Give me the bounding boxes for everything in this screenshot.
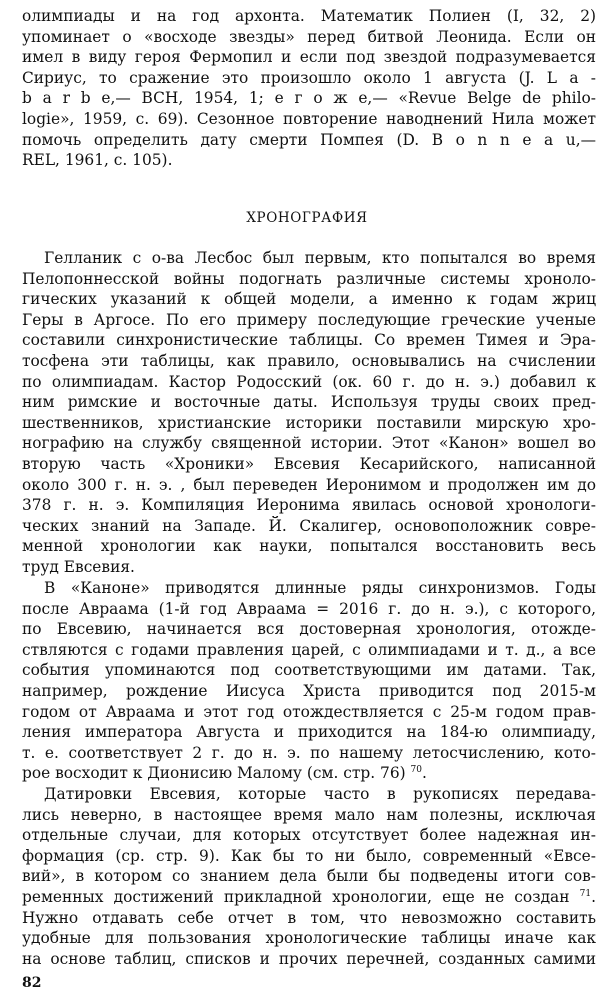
- text-line: В «Каноне» приводятся длинные ряды синхронизмов. Годы: [44, 579, 596, 597]
- text-line: т. е. соответствует 2 г. до н. э. по нашему летосчислению, кото-: [22, 743, 596, 762]
- text-line: имел в виду героя Фермопил и если под звездой подразумевается: [22, 48, 596, 67]
- text-line: годом от Авраама и этот год отождествляется с 25-м годом прав-: [22, 702, 596, 721]
- text-line: лись неверно, в настоящее время мало нам полезны, исключая: [22, 805, 596, 824]
- paragraph-hellanicus: [22, 248, 596, 578]
- text-line: Нужно отдавать себе отчет в том, что невозможно составить: [22, 908, 596, 927]
- text-line: по Евсевию, начинается вся достоверная хронология, отожде-: [22, 620, 596, 639]
- text-line: менной хронологии как науки, попытался восстановить весь: [22, 537, 596, 556]
- text-line: олимпиады и на год архонта. Математик Полиен (I, 32, 2): [22, 7, 596, 25]
- text-line: отдельные случаи, для которых отсутствует более надежная ин-: [22, 826, 596, 845]
- text-line: b a r b e,— BCH, 1954, 1; е г о ж е,— «Revue Belge de philo-: [22, 89, 596, 108]
- text-line: события упоминаются под соответствующими им датами. Так,: [22, 661, 596, 680]
- text-line: например, рождение Иисуса Христа приводится под 2015-м: [22, 681, 596, 700]
- text-line: нографию на службу священной истории. Этот «Канон» вошел во: [22, 434, 596, 453]
- text-line: ременных достижений прикладной хронологии, еще не создан $^{71}$.: [22, 887, 596, 906]
- top-paragraph: [22, 6, 596, 171]
- text-line-content: ременных достижений прикладной хронологии, еще не создан: [22, 887, 570, 906]
- text-line: ления императора Августа и приходится на 184-ю олимпиаду,: [22, 723, 596, 742]
- text-line: 378 г. н. э. Компиляция Иеронима явилась основой хронологи-: [22, 496, 596, 515]
- text-line: Сириус, то сражение это произошло около 1 августа (J. L a -: [22, 68, 596, 87]
- text-line: составили синхронистические таблицы. Со времен Тимея и Эра-: [22, 331, 596, 350]
- text-line: вий», в котором со знанием дела были бы подведены итоги сов-: [22, 867, 596, 886]
- text-line: после Авраама (1-й год Авраама = 2016 г. до н. э.), с которого,: [22, 599, 596, 618]
- text-line: Гелланик с о-ва Лесбос был первым, кто попытался во время: [44, 249, 596, 267]
- text-line: гических указаний к общей модели, а именно к годам жриц: [22, 290, 596, 309]
- section-heading: ХРОНОГРАФИЯ: [246, 210, 368, 226]
- text-line: рое восходит к Дионисию Малому (см. стр. 76) $^{70}$.: [22, 764, 427, 783]
- page-number: 82: [22, 975, 42, 991]
- text-line: logie», 1959, с. 69). Сезонное повторение наводнений Нила может: [22, 109, 596, 128]
- text-line: помочь определить дату смерти Помпея (D. B o n n e a u,—: [22, 130, 596, 149]
- paragraph-eusebius-dating: [22, 784, 596, 969]
- text-line: вторую часть «Хроники» Евсевия Кесарийского, написанной: [22, 454, 596, 473]
- text-line: упоминает о «восходе звезды» перед битвой Леонида. Если он: [22, 27, 596, 46]
- text-line: REL, 1961, с. 105).: [22, 151, 173, 170]
- footnote-ref: 70: [410, 765, 422, 776]
- text-line: ствляются с годами правления царей, с олимпиадами и т. д., а все: [22, 640, 596, 659]
- footnote-ref: 71: [579, 888, 592, 899]
- text-line: около 300 г. н. э. , был переведен Иеронимом и продолжен им до: [22, 475, 596, 494]
- text-line: формация (ср. стр. 9). Как бы то ни было, современный «Евсе-: [22, 846, 596, 865]
- text-line-content: рое восходит к Дионисию Малому (см. стр. 76): [22, 764, 406, 783]
- text-line: Датировки Евсевия, которые часто в рукописях передава-: [44, 785, 596, 803]
- text-line: ним римские и восточные даты. Используя труды своих пред-: [22, 393, 596, 412]
- text-line: Пелопоннесской войны подогнать различные системы хроноло-: [22, 269, 596, 288]
- text-line: ческих знаний на Западе. Й. Скалигер, основоположник совре-: [22, 516, 596, 535]
- text-line: труд Евсевия.: [22, 557, 135, 576]
- text-line: на основе таблиц, списков и прочих перечней, созданных самими: [22, 949, 596, 968]
- text-line: шественников, христианские историки поставили мирскую хро-: [22, 413, 596, 432]
- text-line: тосфена эти таблицы, как правило, основывались на счислении: [22, 351, 596, 370]
- text-line: Геры в Аргосе. По его примеру последующие греческие ученые: [22, 310, 596, 329]
- text-line: по олимпиадам. Кастор Родосский (ок. 60 г. до н. э.) добавил к: [22, 372, 596, 391]
- text-line: удобные для пользования хронологические таблицы иначе как: [22, 929, 596, 948]
- paragraph-canon: [22, 578, 596, 784]
